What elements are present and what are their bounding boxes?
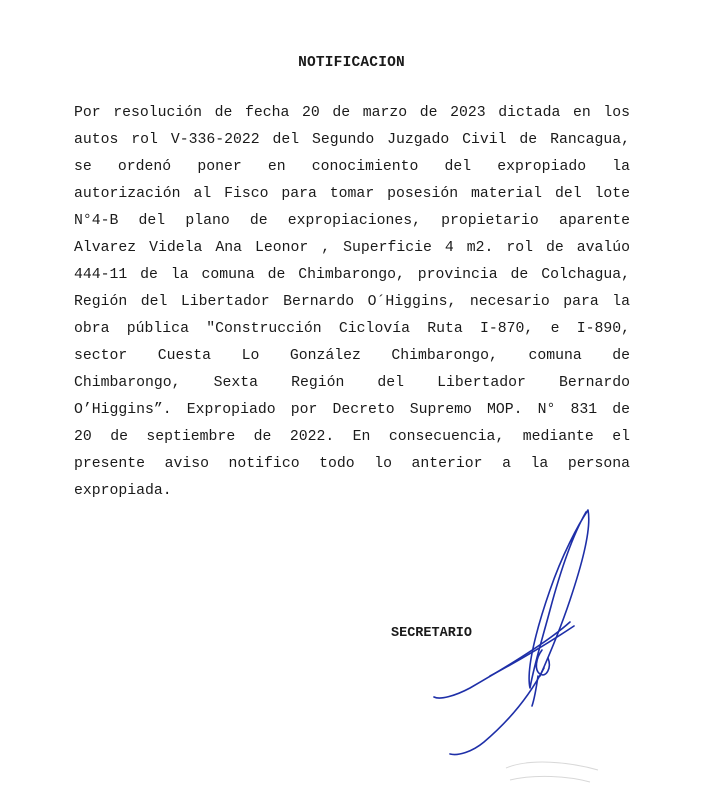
body-line: autorización al Fisco para tomar posesión material del lote <box>74 186 630 202</box>
body-line: 444-11 de la comuna de Chimbarongo, provincia de Colchagua, <box>74 267 630 283</box>
body-line: Por resolución de fecha 20 de marzo de 2023 dictada en los <box>74 105 630 121</box>
document-title: NOTIFICACION <box>298 55 405 71</box>
body-line: autos rol V-336-2022 del Segundo Juzgado Civil de Rancagua, <box>74 132 630 148</box>
body-line: O’Higgins”. Expropiado por Decreto Supremo MOP. N° 831 de <box>74 402 630 418</box>
body-line: se ordenó poner en conocimiento del expropiado la <box>74 159 630 175</box>
body-line: Región del Libertador Bernardo O´Higgins, necesario para la <box>74 294 630 310</box>
body-line: Chimbarongo, Sexta Región del Libertador Bernardo <box>74 375 630 391</box>
handwritten-signature-icon <box>420 500 620 798</box>
body-line-last: expropiada. <box>74 483 172 499</box>
body-line: N°4-B del plano de expropiaciones, propietario aparente <box>74 213 630 229</box>
body-line: 20 de septiembre de 2022. En consecuencia, mediante el <box>74 429 630 445</box>
body-line: sector Cuesta Lo González Chimbarongo, comuna de <box>74 348 630 364</box>
body-line: presente aviso notifico todo lo anterior a la persona <box>74 456 630 472</box>
body-line: obra pública "Construcción Ciclovía Ruta I-870, e I-890, <box>74 321 630 337</box>
body-line: Alvarez Videla Ana Leonor , Superficie 4 m2. rol de avalúo <box>74 240 630 256</box>
notification-body <box>74 100 630 505</box>
signer-title: SECRETARIO <box>391 626 473 641</box>
